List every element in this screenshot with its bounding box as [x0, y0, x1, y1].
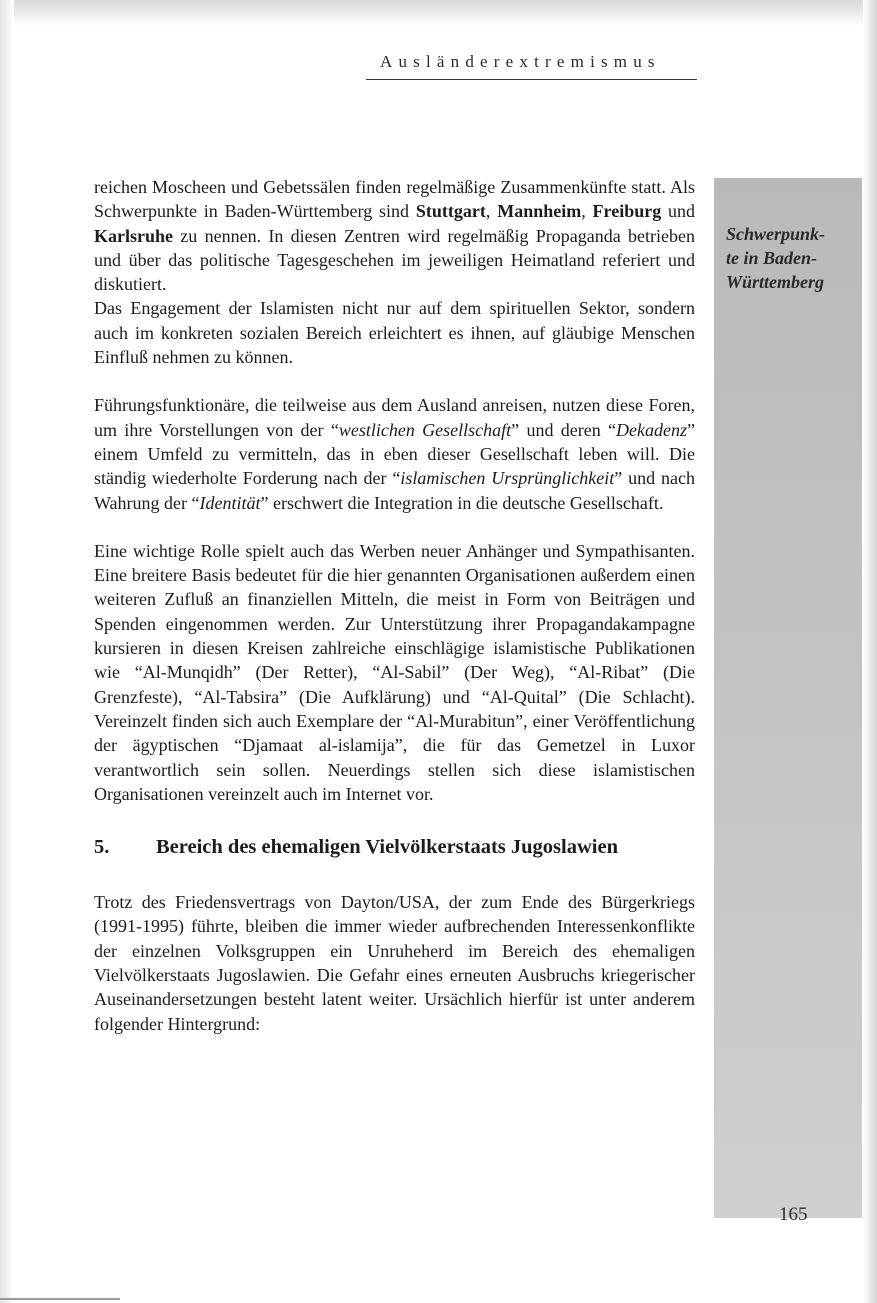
text-segment: zu nennen. In diesen Zentren wird regelmäßig Propaganda betrieben und über das politische Tagesgeschehen im jeweiligen Heimatland referiert und diskutiert.: [94, 225, 695, 295]
text-segment: ” und nach Wahrung der “: [94, 468, 696, 513]
city-freiburg: Freiburg: [592, 201, 662, 222]
scan-shadow-top: [0, 0, 877, 26]
section-number: 5.: [94, 836, 110, 859]
city-mannheim: Mannheim: [497, 201, 582, 222]
section-heading: [94, 834, 695, 860]
paragraph-gap: [94, 369, 695, 393]
text-segment: ,: [485, 201, 498, 222]
city-karlsruhe: Karlsruhe: [94, 225, 173, 246]
emphasis-term: islamischen Ursprünglichkeit: [400, 468, 615, 489]
page-number: 165: [779, 1204, 808, 1225]
text-segment: ” erschwert die Integration in die deutsche Gesellschaft.: [260, 492, 664, 513]
margin-sidebar: [714, 178, 862, 1218]
header-rule: [366, 79, 697, 80]
paragraph-cities: [94, 175, 695, 296]
section-title: Bereich des ehemaligen Vielvölkerstaats Jugoslawien: [156, 836, 618, 859]
text-segment: ,: [581, 201, 593, 222]
running-head: Ausländerextremismus: [380, 52, 661, 71]
paragraph-dayton: Trotz des Friedensvertrags von Dayton/USA, der zum Ende des Bürgerkriegs (1991-1995) führte, bleiben die immer wieder aufbrechenden Interessenkonflikte der einzelnen Volksgruppen ein Unruheherd im Bereich des ehemaligen Vielvölkerstaats Jugoslawien. Die Gefahr eines erneuten Ausbruchs kriegerischer Auseinandersetzungen besteht latent weiter. Ursächlich hierfür ist unter anderem folgender Hintergrund:: [94, 892, 695, 1034]
city-stuttgart: Stuttgart: [415, 201, 486, 222]
emphasis-term: westlichen Gesellschaft: [338, 419, 512, 440]
emphasis-term: Dekadenz: [616, 419, 688, 440]
scan-shadow-right: [863, 0, 877, 1303]
paragraph-engagement: Das Engagement der Islamisten nicht nur auf dem spirituellen Sektor, sondern auch im konkreten sozialen Bereich erleichtert es ihnen, auf gläubige Menschen Einfluß nehmen zu können.: [94, 298, 695, 368]
body-text: [94, 175, 695, 1036]
emphasis-term: Identität: [199, 492, 261, 513]
scan-edge-bottom: [0, 1298, 120, 1300]
paragraph-publications: Eine wichtige Rolle spielt auch das Werben neuer Anhänger und Sympathisanten. Eine breitere Basis bedeutet für die hier genannten Organisationen außerdem einen weiteren Zufluß an finanziellen Mitteln, die meist in Form von Beiträgen und Spenden eingenommen werden. Zur Unterstützung ihrer Propagandakampagne kursieren in diesen Kreisen zahlreiche einschlägige islamistische Publikationen wie “Al-Munqidh” (Der Retter), “Al-Sabil” (Der Weg), “Al-Ribat” (Die Grenzfeste), “Al-Tabsira” (Die Aufklärung) und “Al-Quital” (Die Schlacht). Vereinzelt finden sich auch Exemplare der “Al-Murabitun”, einer Veröffentlichung der ägyptischen “Djamaat al-islamija”, die für das Gemetzel in Luxor verantwortlich sein sollen. Neuerdings stellen sich diese islamistischen Organisationen vereinzelt auch im Internet vor.: [94, 540, 695, 804]
scan-shadow-left: [0, 0, 14, 1303]
text-segment: ” einem Umfeld zu vermitteln, das in eben dieser Gesellschaft leben will. Die ständig wiederholte Forderung nach der “: [94, 419, 696, 489]
margin-note: Schwerpunk- te in Baden- Württemberg: [726, 224, 826, 292]
paragraph-functionaries: [94, 393, 695, 514]
paragraph-gap: [94, 515, 695, 539]
text-segment: Führungsfunktionäre, die teilweise aus dem Ausland anreisen, nutzen diese Foren, um ihre Vorstellungen von der “: [94, 395, 695, 440]
text-segment: reichen Moscheen und Gebetssälen finden regelmäßige Zusammenkünfte statt. Als Schwerpunkte in Baden-Württemberg sind: [94, 177, 695, 222]
text-segment: und: [661, 201, 696, 222]
text-segment: ” und deren “: [511, 419, 617, 440]
